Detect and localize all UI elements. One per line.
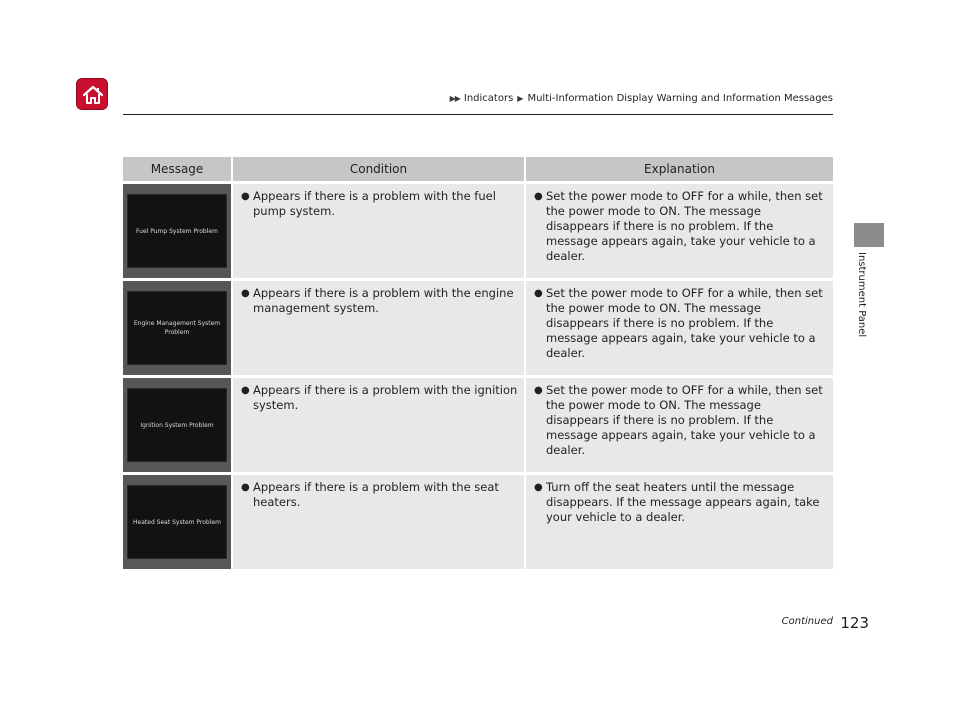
explanation-text: Set the power mode to OFF for a while, then set the power mode to ON. The message disappears if there is no problem. If the message appears again, take your vehicle to a dealer. [546,189,823,263]
display-message-text: Fuel Pump System Problem [136,227,218,235]
bullet-icon: ● [534,191,543,202]
condition-cell [233,375,526,472]
display-screen [127,291,227,365]
bullet-icon: ● [534,482,543,493]
explanation-text: Set the power mode to OFF for a while, then set the power mode to ON. The message disappears if there is no problem. If the message appears again, take your vehicle to a dealer. [546,286,823,360]
display-message-text: Engine Management System Problem [133,320,221,336]
condition-cell [233,181,526,278]
condition-text: Appears if there is a problem with the seat heaters. [253,480,499,509]
bullet-icon: ● [241,385,250,396]
explanation-text: Turn off the seat heaters until the message disappears. If the message appears again, take your vehicle to a dealer. [546,480,820,524]
home-icon [81,83,105,107]
header-message: Message [123,157,233,181]
table-row [123,472,833,569]
breadcrumb-arrows-icon: ▶▶ [449,94,460,103]
table-header-row [123,157,833,181]
explanation-cell [526,375,833,472]
condition-text: Appears if there is a problem with the engine management system. [253,286,514,315]
home-button[interactable] [76,78,108,110]
condition-cell [233,472,526,569]
breadcrumb-separator-icon: ▶ [517,94,524,103]
continued-label: Continued [781,616,833,627]
table-row [123,181,833,278]
explanation-text: Set the power mode to OFF for a while, then set the power mode to ON. The message disappears if there is no problem. If the message appears again, take your vehicle to a dealer. [546,383,823,457]
section-tab [854,223,884,247]
display-screen [127,485,227,559]
header-explanation: Explanation [526,157,833,181]
explanation-cell [526,472,833,569]
display-message-text: Heated Seat System Problem [133,518,221,526]
condition-cell [233,278,526,375]
bullet-icon: ● [241,191,250,202]
message-image-cell [123,472,233,569]
breadcrumb [450,93,833,104]
bullet-icon: ● [241,288,250,299]
table-row [123,278,833,375]
explanation-cell [526,181,833,278]
header-condition: Condition [233,157,526,181]
bullet-icon: ● [534,288,543,299]
breadcrumb-item-current[interactable]: Multi-Information Display Warning and Information Messages [527,93,833,104]
explanation-cell [526,278,833,375]
bullet-icon: ● [241,482,250,493]
message-table [123,157,833,569]
display-screen [127,388,227,462]
message-image-cell [123,375,233,472]
message-image-cell [123,181,233,278]
display-message-text: Ignition System Problem [140,421,214,429]
table-row [123,375,833,472]
message-image-cell [123,278,233,375]
condition-text: Appears if there is a problem with the ignition system. [253,383,518,412]
display-screen [127,194,227,268]
section-label: Instrument Panel [856,252,867,338]
breadcrumb-item-indicators[interactable]: Indicators [463,93,514,104]
page-number: 123 [840,614,869,632]
header-rule [123,114,833,115]
condition-text: Appears if there is a problem with the fuel pump system. [253,189,496,218]
bullet-icon: ● [534,385,543,396]
